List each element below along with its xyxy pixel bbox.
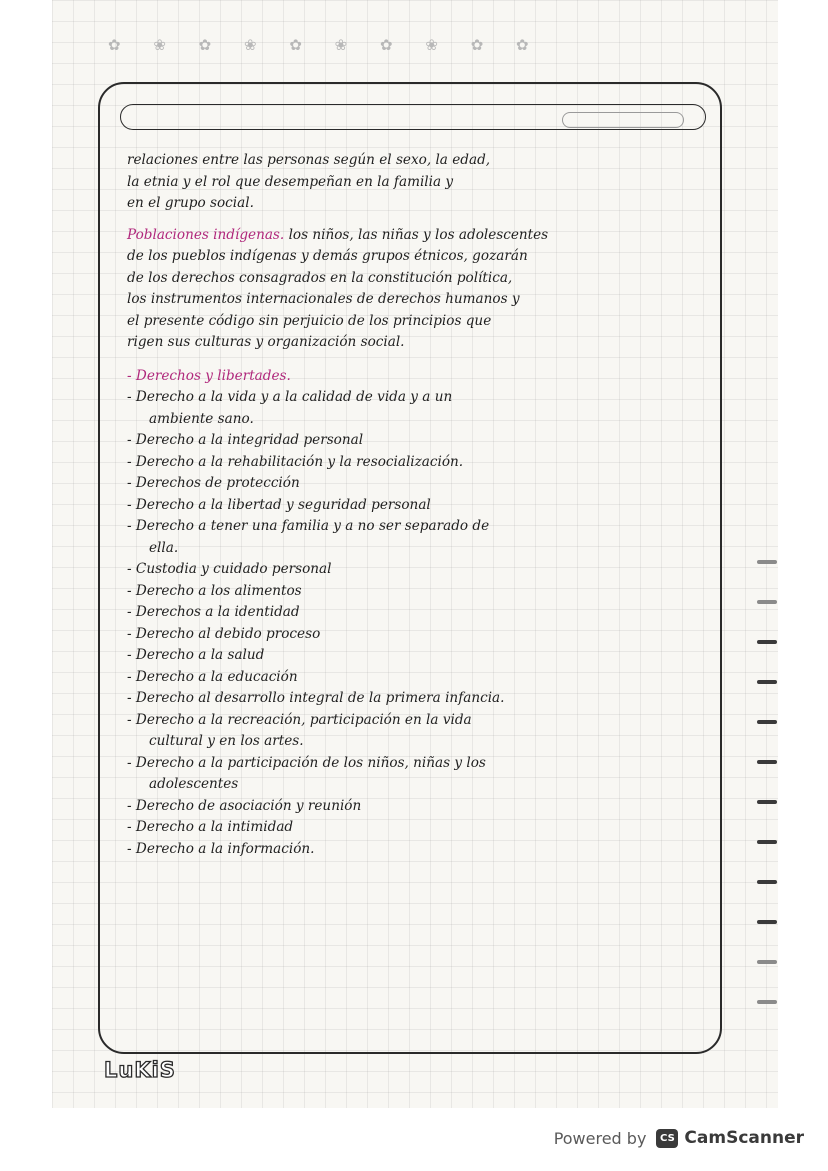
camscanner-logo-icon: CS xyxy=(656,1129,678,1148)
rights-item-continued: ambiente sano. xyxy=(149,410,254,427)
section-line: el presente código sin perjuicio de los principios que xyxy=(127,312,492,329)
title-tab xyxy=(562,112,684,128)
rights-item: - Derecho a la salud xyxy=(127,647,265,663)
rights-heading: - Derechos y libertades. xyxy=(127,367,291,384)
rights-item: - Derecho a la participación de los niños, niñas y los xyxy=(127,754,486,771)
intro-line: relaciones entre las personas según el sexo, la edad, xyxy=(127,152,491,168)
section-first-line xyxy=(127,225,717,247)
rights-item: - Derechos de protección xyxy=(127,475,300,491)
rights-item: - Derecho al debido proceso xyxy=(127,625,321,642)
rights-item: - Derecho a la integridad personal xyxy=(127,432,364,448)
rights-item: - Derecho a la intimidad xyxy=(127,819,294,835)
powered-by-label: Powered by xyxy=(553,1128,647,1148)
section-line: los niños, las niñas y los adolescentes xyxy=(288,226,549,243)
flower-doodles: ✿ ❀ ✿ ❀ ✿ ❀ ✿ ❀ ✿ ✿ xyxy=(108,36,543,54)
rights-item: - Derecho a la recreación, participación en la vida xyxy=(127,711,472,728)
spiral-mark xyxy=(757,960,777,964)
section-line: de los pueblos indígenas y demás grupos étnicos, gozarán xyxy=(127,248,528,264)
rights-item: - Derecho a la libertad y seguridad personal xyxy=(127,496,431,513)
section-heading: Poblaciones indígenas. xyxy=(127,226,285,243)
spiral-mark xyxy=(757,880,777,884)
spiral-mark xyxy=(757,560,777,564)
camscanner-brand: CamScanner xyxy=(684,1128,804,1148)
spiral-mark xyxy=(757,600,777,604)
rights-item-continued: adolescentes xyxy=(149,776,239,792)
handwritten-notes xyxy=(127,150,717,860)
rights-item-continued: cultural y en los artes. xyxy=(149,733,304,749)
rights-item: - Derecho a la información. xyxy=(127,840,315,857)
section-line: rigen sus culturas y organización social. xyxy=(127,334,405,350)
signature-lukis: LuKiS xyxy=(104,1058,176,1082)
rights-item: - Derecho a la rehabilitación y la resocialización. xyxy=(127,453,464,470)
spiral-mark xyxy=(757,680,777,684)
intro-line: en el grupo social. xyxy=(127,195,254,211)
camscanner-footer xyxy=(554,1128,804,1148)
rights-item: - Derecho a la educación xyxy=(127,668,298,685)
section-line: los instrumentos internacionales de derechos humanos y xyxy=(127,291,520,307)
rights-item: - Derecho a tener una familia y a no ser separado de xyxy=(127,518,490,534)
spiral-mark xyxy=(757,640,777,644)
spiral-mark xyxy=(757,840,777,844)
spiral-mark xyxy=(757,760,777,764)
rights-item: - Derecho a los alimentos xyxy=(127,582,302,599)
intro-line: la etnia y el rol que desempeñan en la familia y xyxy=(127,173,454,190)
spiral-mark xyxy=(757,920,777,924)
rights-item-continued: ella. xyxy=(149,539,179,556)
spiral-mark xyxy=(757,720,777,724)
section-line: de los derechos consagrados en la constitución política, xyxy=(127,269,513,286)
rights-item: - Derecho a la vida y a la calidad de vida y a un xyxy=(127,389,453,405)
spiral-mark xyxy=(757,1000,777,1004)
rights-item: - Derechos a la identidad xyxy=(127,604,300,620)
rights-item: - Derecho al desarrollo integral de la primera infancia. xyxy=(127,690,505,706)
rights-item: - Derecho de asociación y reunión xyxy=(127,797,362,814)
rights-item: - Custodia y cuidado personal xyxy=(127,561,332,577)
spiral-mark xyxy=(757,800,777,804)
